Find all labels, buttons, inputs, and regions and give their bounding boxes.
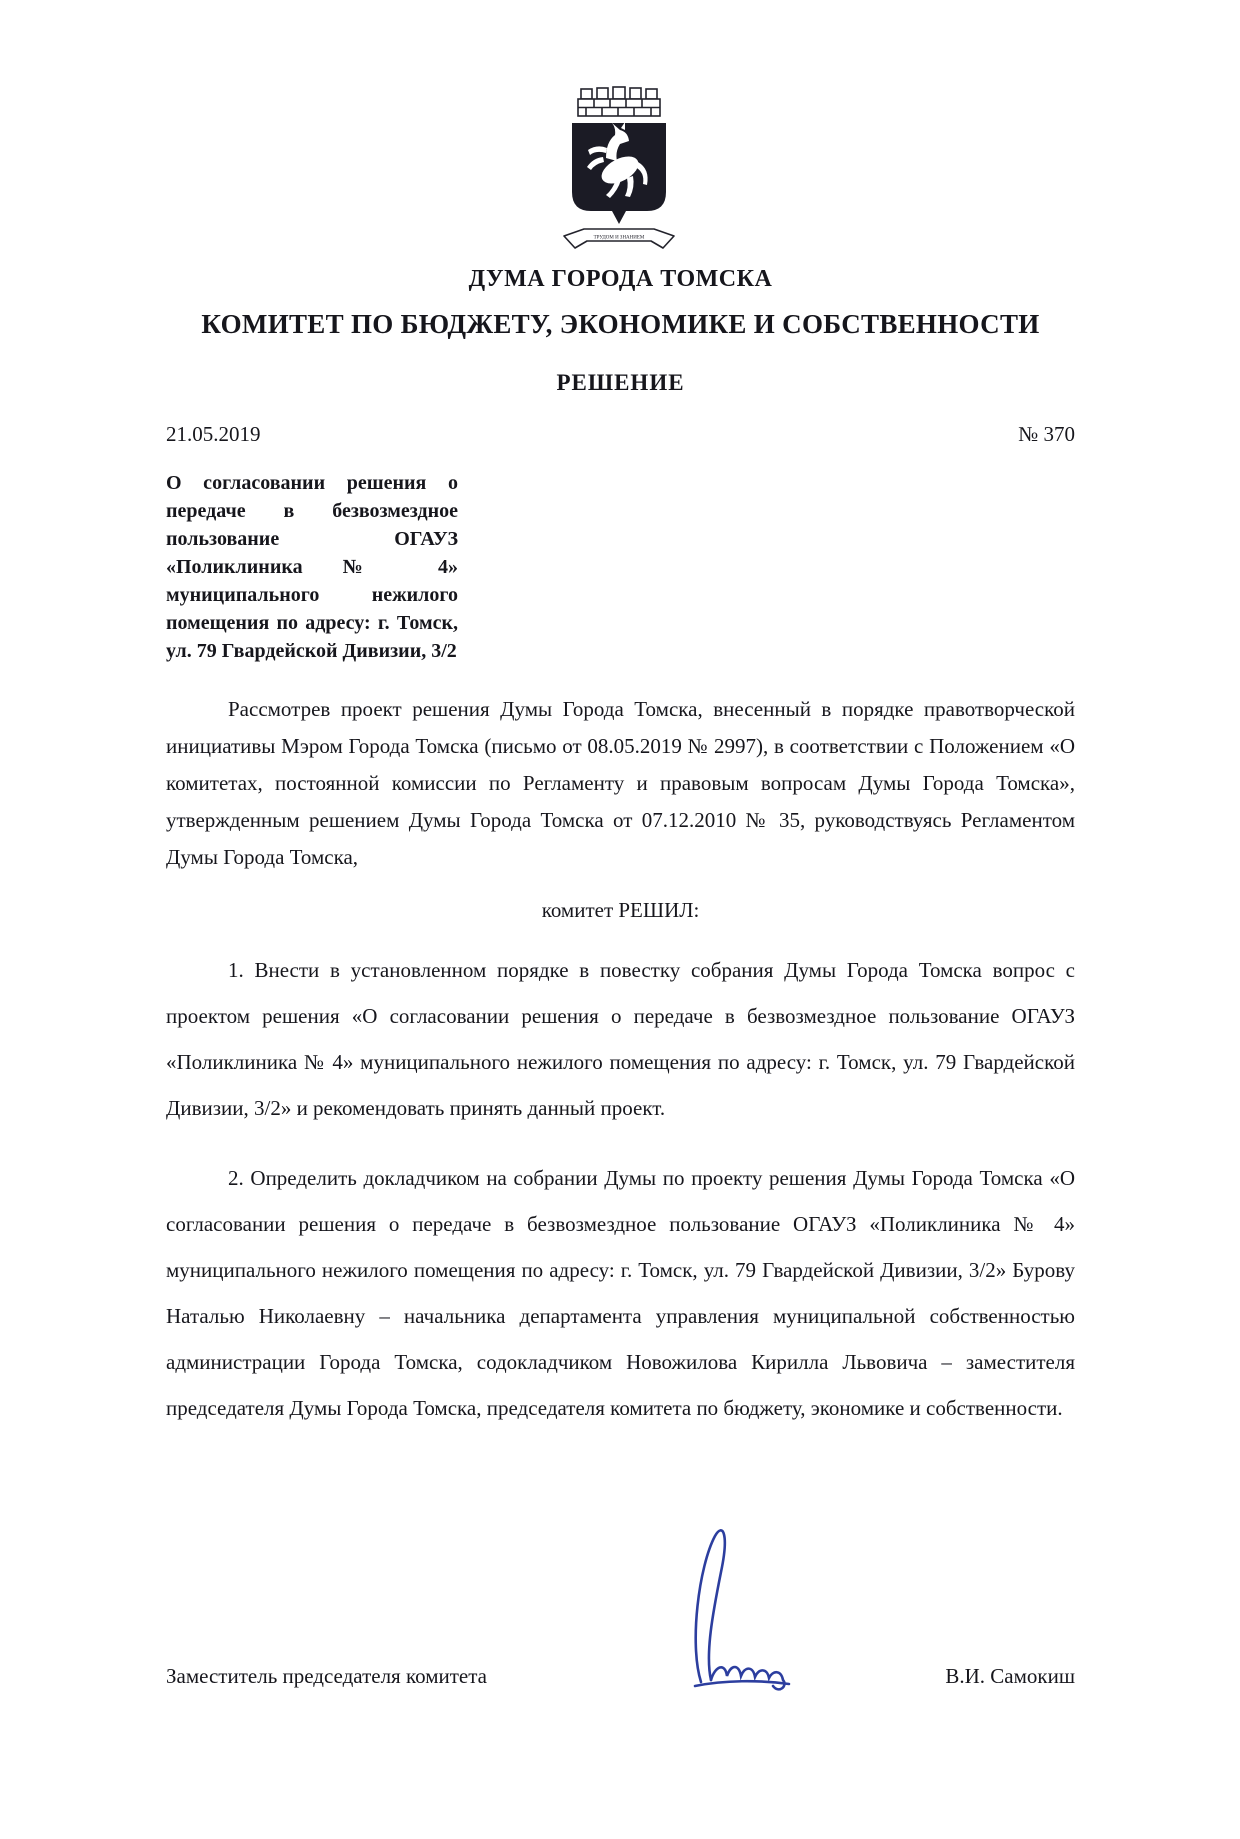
signature-position: Заместитель председателя комитета [166, 1664, 487, 1688]
resolution-item-1: 1. Внести в установленном порядке в повестку собрания Думы Города Томска вопрос с проектом решения «О согласовании решения о передаче в безвозмездное пользование ОГАУЗ «Поликлиника № 4» муниципального нежилого помещения по адресу: г. Томск, ул. 79 Гвардейской Дивизии, 3/2» и рекомендовать принять данный проект. [166, 958, 1075, 1120]
resolution-heading: комитет РЕШИЛ: [541, 898, 700, 922]
motto-text: ТРУДОМ И ЗНАНИЕМ [593, 235, 645, 241]
committee-title: КОМИТЕТ ПО БЮДЖЕТУ, ЭКОНОМИКЕ И СОБСТВЕННОСТИ [201, 309, 1040, 339]
mural-crown-icon [578, 87, 660, 116]
motto-ribbon [564, 229, 674, 248]
shield-horse-icon [572, 122, 666, 224]
subject-block: О согласовании решения о передаче в безвозмездное пользование ОГАУЗ «Поликлиника № 4» муниципального нежилого помещения по адресу: г. Томск, ул. 79 Гвардейской Дивизии, 3/2 [166, 472, 458, 662]
doc-type-title: РЕШЕНИЕ [556, 370, 685, 395]
tomsk-coat-of-arms [554, 86, 686, 258]
signature-name: В.И. Самокиш [945, 1664, 1075, 1688]
document-page [0, 86, 1240, 1839]
signature-row [166, 1664, 1075, 1689]
meta-row [166, 422, 1075, 447]
resolution-item-2: 2. Определить докладчиком на собрании Думы по проекту решения Думы Города Томска «О согласовании решения о передаче в безвозмездное пользование ОГАУЗ «Поликлиника № 4» муниципального нежилого помещения по адресу: г. Томск, ул. 79 Гвардейской Дивизии, 3/2» Бурову Наталью Николаевну – начальника департамента управления муниципальной собственностью администрации Города Томска, содокладчиком Новожилова Кирилла Львовича – заместителя председателя Думы Города Томска, председателя комитета по бюджету, экономике и собственности. [166, 1166, 1075, 1420]
doc-number: № 370 [1018, 422, 1075, 446]
preamble-paragraph: Рассмотрев проект решения Думы Города Томска, внесенный в порядке правотворческой инициативы Мэром Города Томска (письмо от 08.05.2019 № 2997), в соответствии с Положением «О комитетах, постоянной комиссии по Регламенту и правовым вопросам Думы Города Томска», утвержденным решением Думы Города Томска от 07.12.2010 № 35, руководствуясь Регламентом Думы Города Томска, [166, 697, 1075, 869]
org-title: ДУМА ГОРОДА ТОМСКА [468, 266, 773, 292]
doc-date: 21.05.2019 [166, 422, 261, 446]
